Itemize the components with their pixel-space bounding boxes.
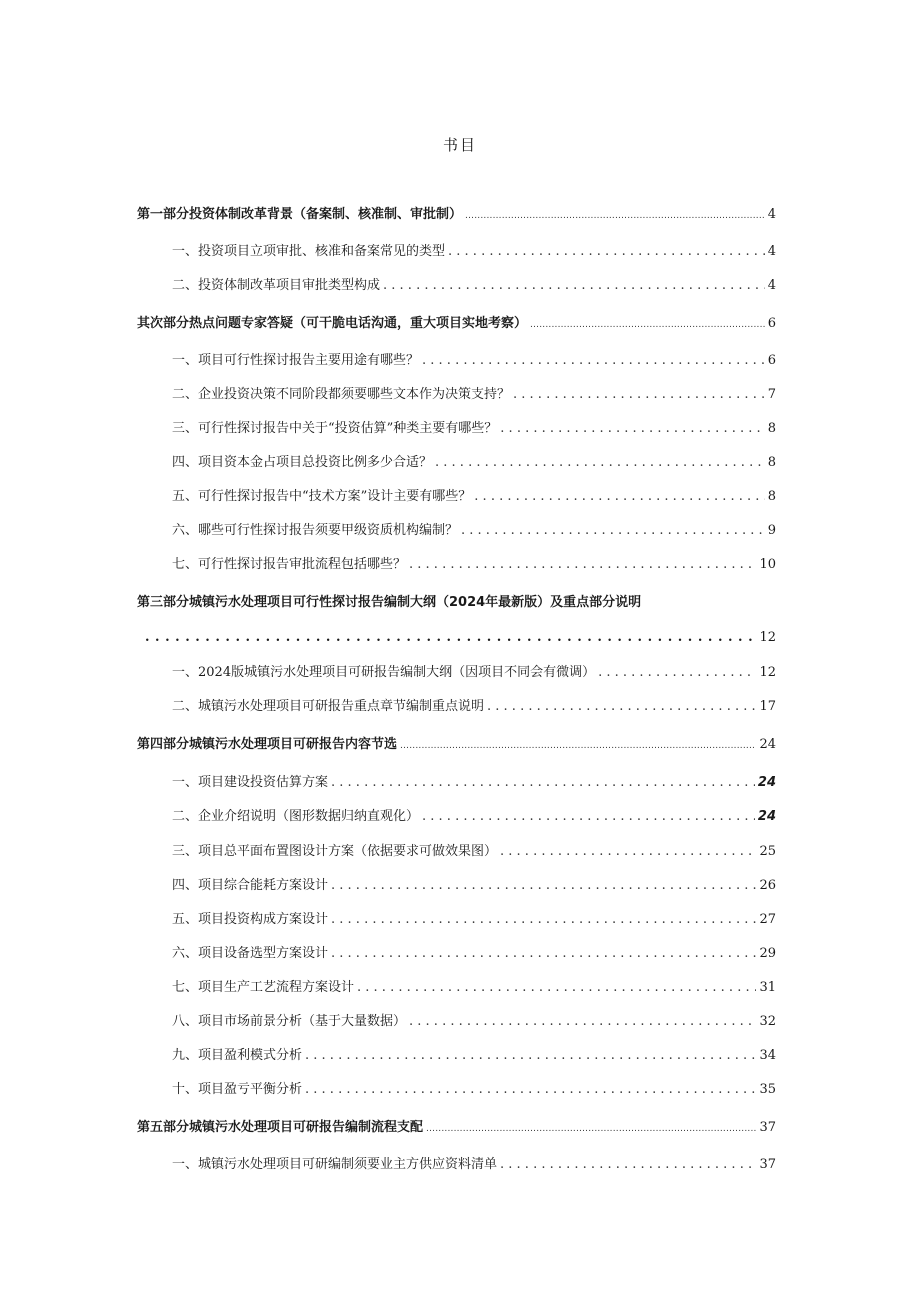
toc-entry-label: 其次部分热点问题专家答疑（可干脆电话沟通，重大项目实地考察）	[137, 316, 528, 331]
toc-sub-entry[interactable]	[172, 555, 776, 575]
toc-entry-page: 8	[767, 489, 776, 504]
toc-entry-page: 6	[767, 353, 776, 368]
dot-leader	[500, 1155, 756, 1175]
toc-sub-entry[interactable]	[172, 1155, 776, 1175]
toc-entry-page: 37	[759, 1157, 776, 1172]
toc-sub-entry[interactable]	[172, 487, 776, 507]
toc-entry-label: 六、哪些可行性探讨报告须要甲级资质机构编制？	[172, 523, 459, 538]
dot-leader	[331, 773, 755, 793]
toc-sub-entry[interactable]	[172, 351, 776, 371]
toc-sub-entry[interactable]	[172, 276, 776, 296]
toc-entry-page: 24	[759, 737, 776, 752]
toc-entry-page: 6	[767, 316, 776, 331]
toc-entry-label: 二、企业介绍说明（图形数据归纳直观化）	[172, 809, 420, 824]
toc-sub-entry[interactable]	[172, 1046, 776, 1066]
dot-leader	[461, 521, 765, 541]
toc-entry-continuation	[145, 628, 776, 648]
dot-leader	[426, 1119, 756, 1139]
toc-entry-page: 12	[759, 630, 776, 645]
toc-entry-label: 第三部分城镇污水处理项目可行性探讨报告编制大纲（2024年最新版）及重点部分说明	[137, 595, 642, 610]
toc-sub-entry[interactable]	[172, 1012, 776, 1032]
toc-entry-label: 一、城镇污水处理项目可研编制须要业主方供应资料清单	[172, 1157, 498, 1172]
dot-leader	[409, 1012, 756, 1032]
toc-sub-entry[interactable]	[172, 978, 776, 998]
toc-entry-label: 九、项目盈利模式分析	[172, 1048, 303, 1063]
dot-leader	[305, 1046, 756, 1066]
toc-entry-page: 4	[767, 207, 776, 222]
dot-leader	[500, 842, 756, 862]
toc-entry-page: 31	[759, 980, 776, 995]
toc-entry-label: 第一部分投资体制改革背景（备案制、核准制、审批制）	[137, 207, 463, 222]
dot-leader	[383, 276, 765, 296]
toc-entry-page: 37	[759, 1120, 776, 1135]
dot-leader	[331, 876, 756, 896]
toc-entry-label: 十、项目盈亏平衡分析	[172, 1082, 303, 1097]
dot-leader	[435, 453, 765, 473]
toc-entry-page: 29	[759, 946, 776, 961]
toc-sub-entry[interactable]	[172, 944, 776, 964]
toc-entry-label: 八、项目市场前景分析（基于大量数据）	[172, 1014, 407, 1029]
dot-leader	[422, 351, 765, 371]
toc-entry-label: 二、城镇污水处理项目可研报告重点章节编制重点说明	[172, 699, 485, 714]
toc-entry-page: 4	[767, 278, 776, 293]
toc-entry-label: 第四部分城镇污水处理项目可研报告内容节选	[137, 737, 398, 752]
toc-entry-label: 三、项目总平面布置图设计方案（依据要求可做效果图）	[172, 844, 498, 859]
toc-entry-label: 一、项目可行性探讨报告主要用途有哪些？	[172, 353, 420, 368]
toc-entry-page: 4	[767, 244, 776, 259]
toc-entry-label: 四、项目综合能耗方案设计	[172, 878, 329, 893]
toc-entry-page: 25	[759, 844, 776, 859]
toc-entry-page: 10	[759, 557, 776, 572]
dot-leader	[409, 555, 756, 575]
toc-part-entry[interactable]	[137, 314, 776, 335]
toc-entry-label: 三、可行性探讨报告中关于“投资估算”种类主要有哪些？	[172, 421, 498, 436]
dot-leader	[331, 910, 756, 930]
toc-sub-entry[interactable]	[172, 697, 776, 717]
toc-entry-page: 35	[759, 1082, 776, 1097]
dot-leader	[500, 419, 764, 439]
toc-part-entry[interactable]	[137, 593, 776, 613]
dot-leader	[513, 385, 765, 405]
dot-leader	[422, 807, 755, 827]
toc-sub-entry[interactable]	[172, 385, 776, 405]
toc-sub-entry[interactable]	[172, 521, 776, 541]
toc-entry-page: 9	[767, 523, 776, 538]
toc-sub-entry[interactable]	[172, 242, 776, 262]
toc-sub-entry[interactable]	[172, 842, 776, 862]
toc-entry-label: 五、项目投资构成方案设计	[172, 912, 329, 927]
toc-part-entry[interactable]	[137, 1118, 776, 1139]
toc-entry-page: 7	[767, 387, 776, 402]
toc-entry-page: 24	[757, 775, 776, 790]
toc-entry-page: 32	[759, 1014, 776, 1029]
toc-sub-entry[interactable]	[172, 876, 776, 896]
toc-entry-label: 一、2024版城镇污水处理项目可研报告编制大纲（因项目不同会有微调）	[172, 665, 596, 680]
toc-sub-entry[interactable]	[172, 910, 776, 930]
toc-entry-label: 第五部分城镇污水处理项目可研报告编制流程支配	[137, 1120, 424, 1135]
dot-leader	[465, 206, 765, 226]
toc-entry-label: 七、可行性探讨报告审批流程包括哪些？	[172, 557, 407, 572]
dot-leader	[305, 1080, 756, 1100]
toc-entry-page: 26	[759, 878, 776, 893]
toc-part-entry[interactable]	[137, 735, 776, 756]
page-title: 书目	[442, 136, 477, 154]
dot-leader	[487, 697, 756, 717]
toc-entry-page: 8	[767, 455, 776, 470]
toc-entry-label: 四、项目资本金占项目总投资比例多少合适？	[172, 455, 433, 470]
dot-leader	[448, 242, 765, 262]
toc-entry-page: 34	[759, 1048, 776, 1063]
toc-entry-page: 27	[759, 912, 776, 927]
toc-sub-entry[interactable]	[172, 419, 776, 439]
toc-entry-page: 12	[759, 665, 776, 680]
toc-sub-entry[interactable]	[172, 453, 776, 473]
toc-sub-entry[interactable]	[172, 1080, 776, 1100]
dot-leader	[598, 663, 756, 683]
dot-leader	[400, 736, 756, 756]
toc-entry-label: 五、可行性探讨报告中“技术方案”设计主要有哪些？	[172, 489, 472, 504]
dot-leader	[331, 944, 756, 964]
dot-leader	[530, 315, 765, 335]
toc-entry-label: 二、投资体制改革项目审批类型构成	[172, 278, 381, 293]
toc-sub-entry[interactable]	[172, 773, 776, 793]
toc-entry-label: 六、项目设备选型方案设计	[172, 946, 329, 961]
toc-entry-label: 一、项目建设投资估算方案	[172, 775, 329, 790]
toc-entry-page: 8	[767, 421, 776, 436]
dot-leader	[474, 487, 764, 507]
toc-entry-page: 17	[759, 699, 776, 714]
toc-entry-page: 24	[757, 809, 776, 824]
toc-sub-entry[interactable]	[172, 663, 776, 683]
toc-entry-label: 一、投资项目立项审批、核准和备案常见的类型	[172, 244, 446, 259]
toc-part-entry[interactable]	[137, 205, 776, 226]
toc-sub-entry[interactable]	[172, 807, 776, 827]
dot-leader	[145, 628, 759, 648]
toc-entry-label: 二、企业投资决策不同阶段都须要哪些文本作为决策支持？	[172, 387, 511, 402]
toc-entry-label: 七、项目生产工艺流程方案设计	[172, 980, 355, 995]
dot-leader	[357, 978, 756, 998]
